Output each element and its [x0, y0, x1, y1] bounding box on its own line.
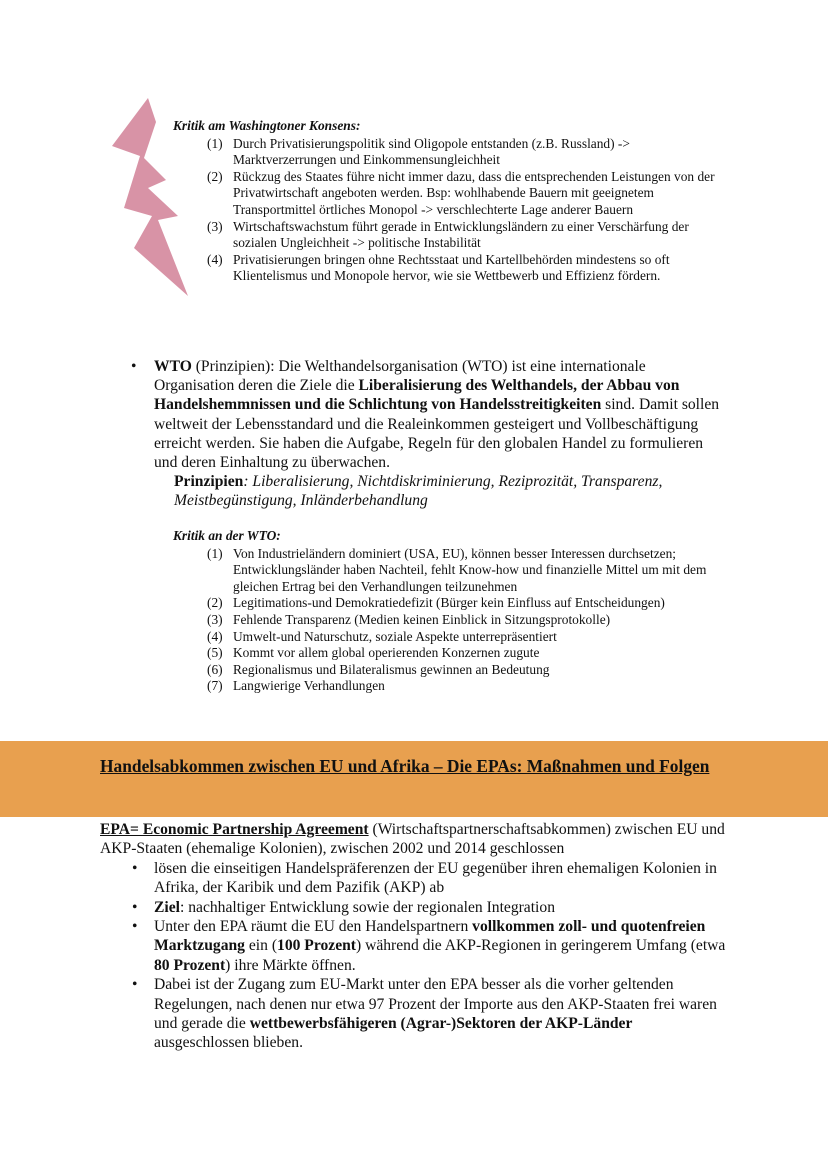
list-item: (2) Legitimations-und Demokratiedefizit (Bürger kein Einfluss auf Entscheidungen) [207, 595, 665, 611]
epa-list [100, 859, 730, 1053]
list-item: (3) Fehlende Transparenz (Medien keinen Einblick in Sitzungsprotokolle) [207, 611, 611, 627]
bullet-icon: • [132, 859, 138, 877]
list-item: (7) Langwierige Verhandlungen [207, 678, 385, 694]
kritik-wto-title: Kritik an der WTO: [173, 528, 281, 543]
epa-section [100, 820, 730, 1053]
bullet-icon: • [132, 898, 138, 916]
wto-section [128, 357, 728, 511]
list-item: (6) Regionalismus und Bilateralismus gewinnen an Bedeutung [207, 661, 550, 677]
section-heading-bar [0, 741, 828, 817]
kritik-wto-section [173, 528, 733, 695]
list-item: (4) Privatisierungen bringen ohne Rechtsstaat und Kartellbehörden mindestens so oft Klientelismus und Monopole hervor, wie sie Wettbewerb und Effizienz fördern. [207, 251, 670, 284]
list-item: • Dabei ist der Zugang zum EU-Markt unter den EPA besser als die vorher geltenden Regelungen, nach denen nur etwa 97 Prozent der Importe aus den AKP-Staaten frei waren und gerade die wettbewerbsfähigeren (Agrar-)Sektoren der AKP-Länder ausgeschlossen blieben. [132, 976, 717, 1052]
kritik-washington-title: Kritik am Washingtoner Konsens: [173, 118, 361, 133]
wto-bullet-item: • WTO (Prinzipien): Die Welthandelsorganisation (WTO) ist eine internationale Organisation deren die Ziele die Liberalisierung des Welthandels, der Abbau von Handelshemmnissen und die Schlichtung von Handelsstreitigkeiten sind. Damit sollen weltweit der Lebensstandard und die Realeinkommen gesteigert und Vollbeschäftigung erreicht werden. Sie haben die Aufgabe, Regeln für den globalen Handel zu formulieren und deren Einhaltung zu überwachen. [131, 358, 720, 472]
bullet-icon: • [132, 976, 138, 994]
list-item: • Ziel: nachhaltiger Entwicklung sowie der regionalen Integration [132, 898, 555, 916]
list-item: (5) Kommt vor allem global operierenden Konzernen zugute [207, 645, 540, 661]
list-item: (2) Rückzug des Staates führe nicht immer dazu, dass die entsprechenden Leistungen von der Privatwirtschaft angeboten werden. Bsp: wohlhabende Bauern mit geeignetem Transportmittel örtliches Monopol -> verschlechterte Lage anderer Bauern [207, 168, 715, 217]
list-item: • lösen die einseitigen Handelspräferenzen der EU gegenüber ihren ehemaligen Kolonien in Afrika, der Karibik und dem Pazifik (AKP) ab [132, 859, 717, 897]
kritik-washington-section [173, 118, 733, 285]
wto-label: WTO [154, 358, 192, 375]
list-item: • Unter den EPA räumt die EU den Handelspartnern vollkommen zoll- und quotenfreien Marktzugang ein (100 Prozent) während die AKP-Regionen in geringerem Umfang (etwa 80 Prozent) ihre Märkte öffnen. [132, 918, 726, 974]
list-item: (4) Umwelt-und Naturschutz, soziale Aspekte unterrepräsentiert [207, 628, 557, 644]
kritik-washington-list [173, 136, 733, 285]
kritik-wto-list [173, 546, 733, 695]
list-item: (3) Wirtschaftswachstum führt gerade in Entwicklungsländern zu einer Verschärfung der sozialen Ungleichheit -> politische Instabilität [207, 218, 689, 251]
list-item: (1) Durch Privatisierungspolitik sind Oligopole entstanden (z.B. Russland) -> Marktverzerrungen und Einkommensungleichheit [207, 135, 630, 168]
epa-definition: EPA= Economic Partnership Agreement (Wirtschaftspartnerschaftsabkommen) zwischen EU und AKP-Staaten (ehemalige Kolonien), zwischen 2002 und 2014 geschlossen [100, 821, 725, 858]
section-heading: Handelsabkommen zwischen EU und Afrika – Die EPAs: Maßnahmen und Folgen [100, 756, 710, 776]
wto-prinzipien: Prinzipien: Liberalisierung, Nichtdiskriminierung, Reziprozität, Transparenz, Meistbegünstigung, Inländerbehandlung [174, 473, 663, 510]
bullet-icon: • [131, 358, 137, 375]
bullet-icon: • [132, 918, 138, 936]
list-item: (1) Von Industrieländern dominiert (USA, EU), können besser Interessen durchsetzen; Entwicklungsländer haben Nachteil, fehlt Know-how und finanzielle Mittel um mit dem gleichen Ertrag bei den Verhandlungen teilzunehmen [207, 545, 707, 594]
